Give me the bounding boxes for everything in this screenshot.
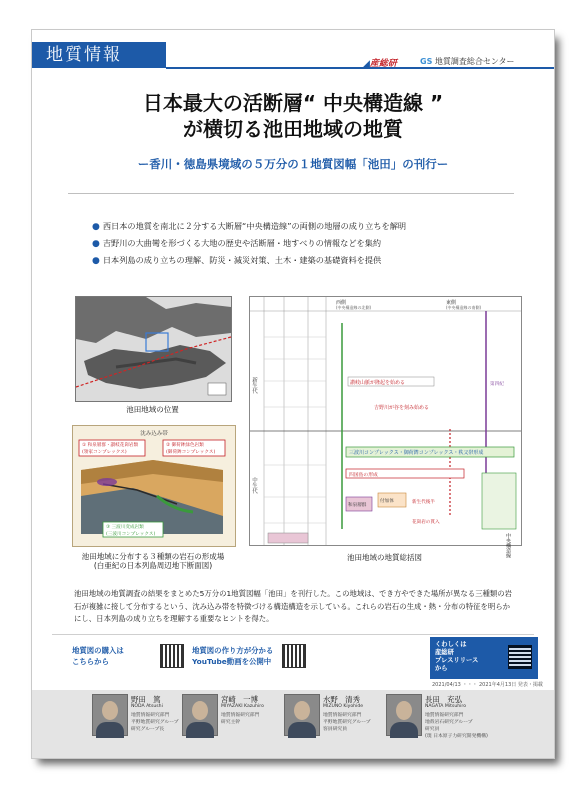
press-qr-code[interactable]	[508, 645, 532, 669]
block-label-2: ② 御荷鉾緑色岩類	[166, 443, 204, 448]
title-divider	[68, 193, 514, 194]
block-caption-line2: (白亜紀の日本列島周辺地下断面図)	[93, 561, 213, 570]
author-photo	[284, 694, 320, 736]
bullet-text: 日本列島の成り立ちの理解、防災・減災対策、土木・建築の基礎資料を提供	[102, 255, 382, 265]
author-romaji: MIZUNO Kiyohide	[323, 704, 364, 709]
author-affiliation: 研究グループ長	[131, 727, 165, 732]
location-map-graphic	[76, 297, 231, 401]
author-name: 水野 清秀	[323, 695, 360, 704]
author-photo	[92, 694, 128, 736]
era-cenozoic-label: 新生代	[251, 377, 257, 394]
author-affiliation: 平野地質研究グループ	[323, 720, 371, 725]
author-affiliation: (現 日本原子力研究開発機構)	[425, 734, 488, 739]
header-bar	[32, 30, 554, 74]
bullet-dot-icon: ●	[92, 256, 100, 266]
footer-divider	[52, 634, 534, 635]
headline-line1: 日本最大の活断層“ 中央構造線 ”	[142, 91, 444, 115]
author-name: 野田 篤	[131, 695, 161, 704]
event-text-1: 新生代後半	[412, 500, 435, 505]
event-text-2: 花崗岩の貫入	[412, 520, 440, 525]
press-line4: から	[435, 665, 448, 672]
bullet-item	[92, 252, 532, 269]
summary-paragraph: 池田地域の地質調査の結果をまとめた5万分の1地質図幅「池田」を刊行した。この地域は、でき方やできた場所が異なる三種類の岩石が複雑に接して分布するという、沈み込み帯を特徴づける構造構造を示している。これらの岩石の生成・熱・分布の特征を明らかにし、日本列島の成り立ちを理解する重要なヒントを得た。	[74, 589, 513, 623]
location-map	[75, 296, 232, 402]
era-mesozoic-label: 中生代	[251, 477, 257, 494]
author-affiliation: 地質情報研究部門	[131, 713, 170, 718]
event-purple-box: 付加体	[380, 499, 394, 504]
block-diagram-graphic	[73, 426, 235, 546]
youtube-qr-code[interactable]	[282, 644, 306, 668]
author-name: 宮崎 一博	[221, 695, 258, 704]
author-affiliation: 研究主幹	[221, 720, 241, 725]
bullet-text: 西日本の地質を南北に２分する大断層“中央構造線”の両側の地層の成り立ちを解明	[102, 221, 407, 231]
author-affiliation: 地質情報研究部門	[221, 713, 260, 718]
youtube-line1[interactable]: 地質図の作り方が分かる	[192, 646, 274, 655]
strat-caption: 池田地域の地質総括図	[347, 553, 422, 562]
strat-col1-label: 西側	[336, 300, 347, 306]
event-green-box2: 四国島の形成	[349, 473, 378, 478]
author-name: 長田 充弘	[425, 695, 462, 704]
strat-col2b-label: (中央構造線の南側)	[446, 305, 482, 310]
header-rule	[166, 67, 554, 69]
release-date: 2021/04/13 ・・・ 2021年4月13日 発表・掲載	[432, 682, 543, 688]
press-line3: プレスリリース	[435, 657, 479, 664]
youtube-link[interactable]	[192, 645, 273, 667]
gsj-logo: GS 地質調査総合センター	[420, 57, 515, 66]
buy-map-line2[interactable]: こちらから	[72, 657, 109, 666]
bullet-text: 吉野川の大曲彎を形づくる大地の歴史や活断層・地すべりの情報などを集約	[102, 238, 382, 248]
headline-line2: が横切る池田地域の地質	[183, 117, 403, 141]
author-romaji: NODA Atsushi	[131, 704, 163, 709]
event-red-1: 讃岐山脈が隆起を始める	[350, 380, 406, 386]
bullet-dot-icon: ●	[92, 239, 100, 249]
map-caption: 池田地域の位置	[126, 405, 179, 414]
buy-map-link[interactable]	[72, 645, 124, 667]
press-release-box[interactable]	[430, 637, 538, 679]
event-red-2: 吉野川が谷を刻み始める	[374, 405, 430, 411]
block-caption	[68, 552, 238, 570]
category-tag: 地質情報	[32, 42, 166, 68]
block-label-1: ① 和泉層群・讃岐花崗岩類	[82, 443, 139, 448]
author-affiliation: 平野地質研究グループ	[131, 720, 179, 725]
author-affiliation: 地殻岩石研究グループ	[425, 720, 473, 725]
press-line1: くわしくは	[435, 641, 467, 648]
strat-col1b-label: (中央構造線の北側)	[336, 305, 372, 310]
bullet-list	[92, 218, 532, 269]
press-sheet	[31, 29, 555, 759]
event-red-3: 第四紀	[490, 382, 504, 387]
block-caption-line1: 池田地域に分布する３種類の岩石の形成場	[81, 552, 225, 561]
author-photo	[182, 694, 218, 736]
author-photo	[386, 694, 422, 736]
author-romaji: MIYAZAKI Kazuhiro	[221, 704, 264, 709]
event-green-box: 三波川コンプレックス・御荷鉾コンプレックス・秩父帯形成	[349, 450, 484, 456]
gsj-logo-text: 地質調査総合センター	[434, 57, 515, 66]
youtube-line2[interactable]: YouTube動画を公開中	[192, 657, 272, 666]
buy-map-line1[interactable]: 地質図の購入は	[72, 646, 124, 655]
block-label-2b: (御荷鉾コンプレックス)	[166, 450, 216, 455]
authors-strip	[32, 690, 554, 758]
block-diagram	[72, 425, 236, 547]
bullet-item	[92, 218, 532, 235]
subheadline: ー香川・徳島県境域の５万分の１地質図幅「池田」の刊行ー	[137, 157, 449, 171]
block-label-3: ③ 三波川変成岩類	[106, 525, 144, 530]
bullet-dot-icon: ●	[92, 222, 100, 232]
block-label-1b: (領家コンプレックス)	[82, 450, 127, 455]
aist-logo-text: 産総研	[369, 59, 397, 69]
author-affiliation: 地質情報研究部門	[323, 713, 362, 718]
aist-logo: ◢産総研	[363, 59, 397, 69]
press-line2: 産総研	[435, 649, 454, 656]
author-romaji: NAGATA Mitsuhiro	[425, 704, 467, 709]
author-affiliation: 客員研究員	[323, 727, 347, 732]
block-label-3b: (三波川コンプレックス)	[106, 532, 156, 537]
event-pink-box: 和泉層群	[348, 503, 367, 508]
fault-label: 中央構造線	[505, 533, 511, 558]
buy-qr-code[interactable]	[160, 644, 184, 668]
block-top-label: 沈み込み帯	[140, 431, 168, 437]
author-affiliation: 地質情報研究部門	[425, 713, 464, 718]
strat-col2-label: 東側	[446, 300, 457, 306]
bullet-item	[92, 235, 532, 252]
author-affiliation: 研究員	[425, 727, 440, 732]
